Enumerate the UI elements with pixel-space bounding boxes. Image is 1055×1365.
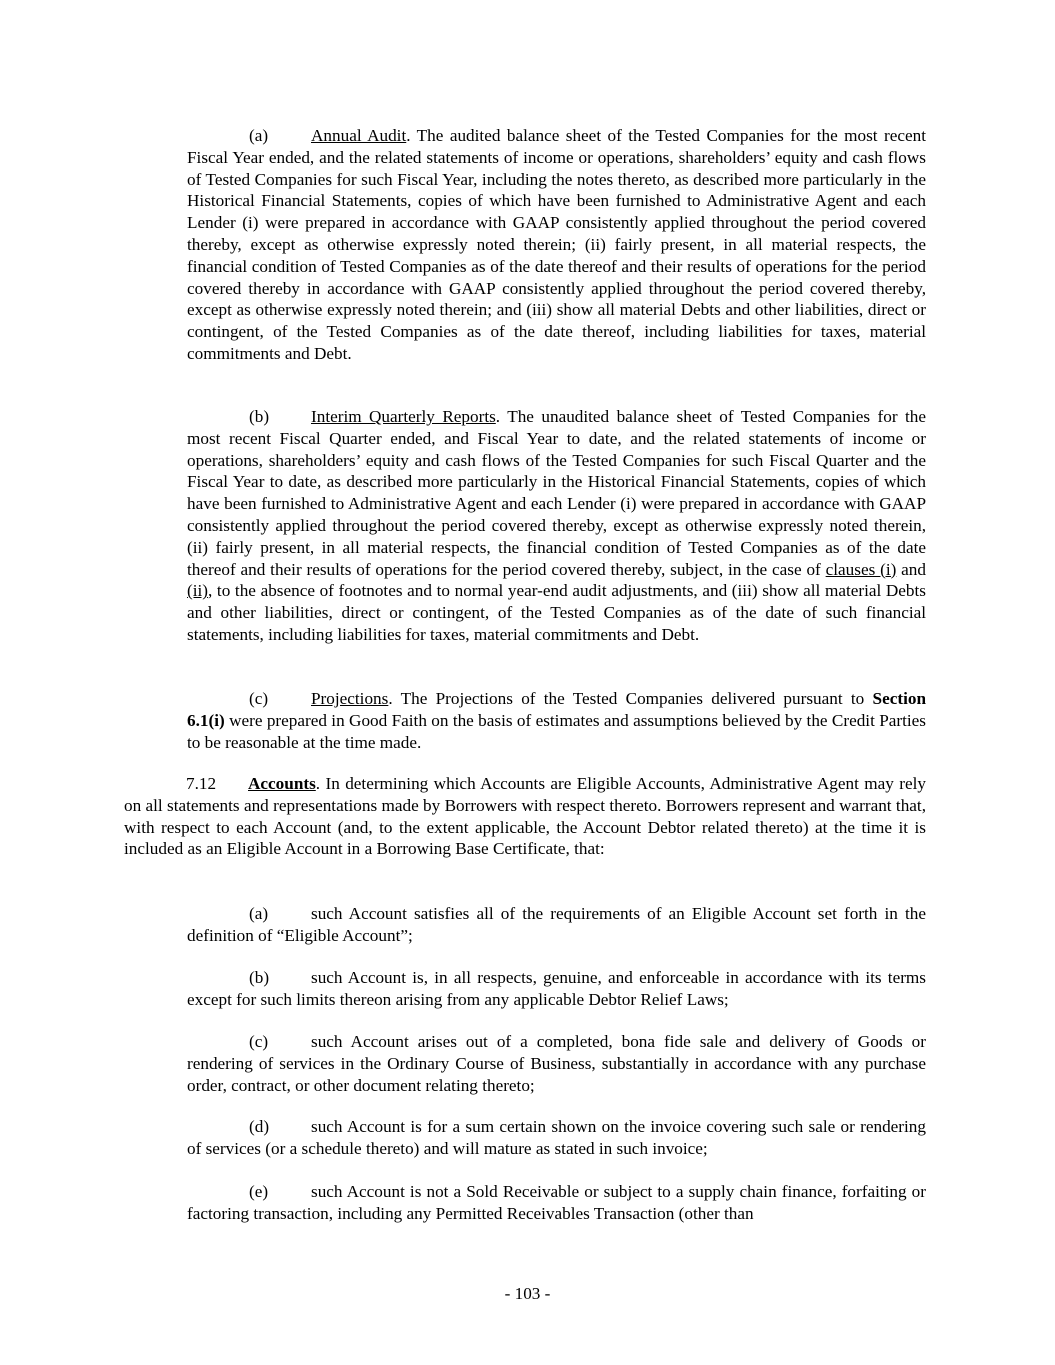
clause-number: (d) [249,1117,270,1136]
clause-heading: Projections [311,689,389,708]
clause-number: (a) [249,126,269,145]
page-number: - 103 - [504,1284,551,1303]
clause-number: (c) [249,1032,269,1051]
clause-number: (e) [249,1182,269,1201]
accounts-clause-d [187,1116,926,1160]
section-b-interim-reports [187,406,926,646]
clause-text: such Account is for a sum certain shown on the invoice covering such sale or rendering of services (or a schedule thereto) and will mature as stated in such invoice; [187,1117,926,1158]
clause-text: such Account is, in all respects, genuine, and enforceable in accordance with its terms except for such limits thereon arising from any applicable Debtor Relief Laws; [187,968,926,1009]
clause-number: (c) [249,689,269,708]
accounts-clause-b [187,967,926,1011]
clause-text: . The audited balance sheet of the Tested Companies for the most recent Fiscal Year ended, and the related statements of income or operations, shareholders’ equity and cash flows of Tested Companies for such Fiscal Year, including the notes thereto, as described more particularly in the Historical Financial Statements, copies of which have been furnished to Administrative Agent and each Lender (i) were prepared in accordance with GAAP consistently applied throughout the period covered thereby, except as otherwise expressly noted therein; (ii) fairly present, in all material respects, the financial condition of Tested Companies as of the date thereof and their results of operations for the period covered thereby in accordance with GAAP consistently applied throughout the period covered thereby, except as otherwise expressly noted therein; and (iii) show all material Debts and other liabilities, direct or contingent, of the Tested Companies as of the date thereof, including liabilities for taxes, material commitments and Debt. [187,126,926,363]
clause-text: and [896,559,926,579]
clause-number: (b) [249,968,270,987]
section-a-annual-audit [187,125,926,365]
section-c-projections [187,688,926,753]
section-text: . In determining which Accounts are Eligible Accounts, Administrative Agent may rely on all statements and representations made by Borrowers with respect thereto. Borrowers represent and warrant that, with respect to each Account (and, to the extent applicable, the Account Debtor related thereto) at the time it is included as an Eligible Account in a Borrowing Base Certificate, that: [124,774,926,859]
clause-heading: Interim Quarterly Reports [311,407,496,426]
section-heading: Accounts [248,774,316,793]
clause-text: were prepared in Good Faith on the basis of estimates and assumptions believed by the Credit Parties to be reasonable at the time made. [187,710,926,752]
accounts-clause-a [187,903,926,947]
clause-heading: Annual Audit [311,126,407,145]
accounts-clause-c [187,1031,926,1096]
clause-text: . The Projections of the Tested Companies delivered pursuant to [388,689,873,708]
clause-text: such Account arises out of a completed, bona fide sale and delivery of Goods or rendering of services in the Ordinary Course of Business, substantially in accordance with any purchase order, contract, or other document relating thereto; [187,1032,926,1095]
clause-number: (b) [249,407,270,426]
section-7-12-accounts [124,773,926,860]
clause-reference: (ii) [187,581,208,601]
accounts-clause-e [187,1181,926,1225]
clause-text: such Account satisfies all of the requirements of an Eligible Account set forth in the definition of “Eligible Account”; [187,904,926,945]
clause-text: , to the absence of footnotes and to normal year-end audit adjustments, and (iii) show all material Debts and other liabilities, direct or contingent, of the Tested Companies as of the date of such financial statements, including liabilities for taxes, material commitments and Debt. [187,581,926,644]
clause-number: (a) [249,904,269,923]
clause-text: such Account is not a Sold Receivable or subject to a supply chain finance, forfaiting or factoring transaction, including any Permitted Receivables Transaction (other than [187,1182,926,1223]
clause-reference: clauses (i) [825,559,897,579]
section-reference: Section 6.1(i) [187,689,926,730]
clause-text: . The unaudited balance sheet of Tested Companies for the most recent Fiscal Quarter ended, and Fiscal Year to date, and the related statements of income or operations, shareholders’ equity and cash flows of the Tested Companies for such Fiscal Quarter and the Fiscal Year to date, as described more particularly in the Historical Financial Statements, copies of which have been furnished to Administrative Agent and each Lender (i) were prepared in accordance with GAAP consistently applied throughout the period covered thereby, except as otherwise expressly noted therein, (ii) fairly present, in all material respects, the financial condition of Tested Companies as of the date thereof and their results of operations for the period covered thereby, subject, in the case of [187,407,926,579]
section-number: 7.12 [186,774,217,793]
